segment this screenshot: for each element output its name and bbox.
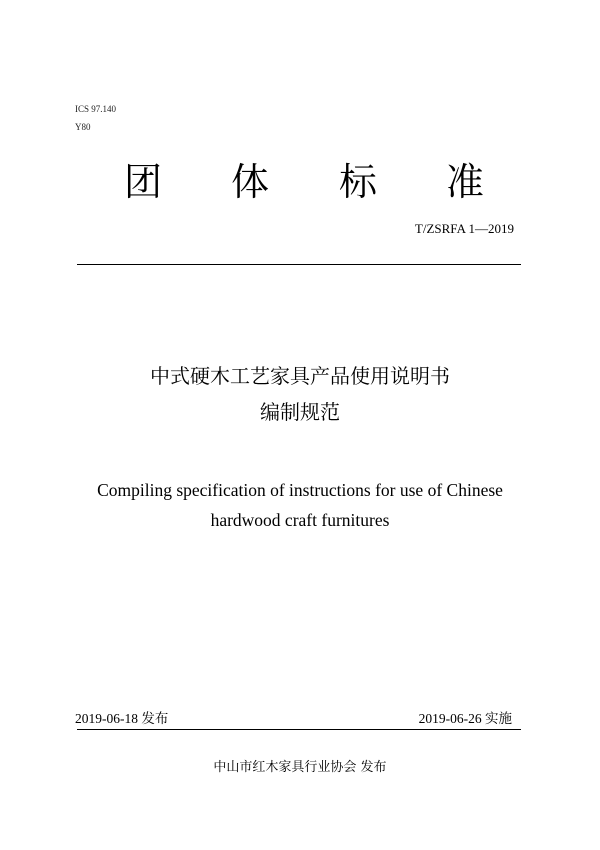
english-title-line-2: hardwood craft furnitures <box>210 510 390 530</box>
header-divider <box>77 264 521 265</box>
footer-divider <box>77 729 521 730</box>
standard-type-char: 团 <box>123 160 162 204</box>
standard-type-char: 准 <box>445 160 484 204</box>
standard-type-char: 标 <box>338 160 377 204</box>
standard-number: T/ZSRFA 1—2019 <box>414 221 514 236</box>
ics-code: ICS 97.140 <box>75 104 117 114</box>
publisher: 中山市红木家具行业协会 发布 <box>213 760 387 775</box>
issue-date: 2019-06-18 发布 <box>75 711 169 726</box>
english-title-line-1: Compiling specification of instructions for use of Chinese <box>97 480 503 500</box>
classification-code: Y80 <box>75 122 91 132</box>
chinese-title-line-1: 中式硬木工艺家具产品使用说明书 <box>150 364 450 388</box>
standard-type-char: 体 <box>230 160 269 204</box>
implementation-date: 2019-06-26 实施 <box>418 711 512 726</box>
chinese-title-line-2: 编制规范 <box>260 400 340 424</box>
